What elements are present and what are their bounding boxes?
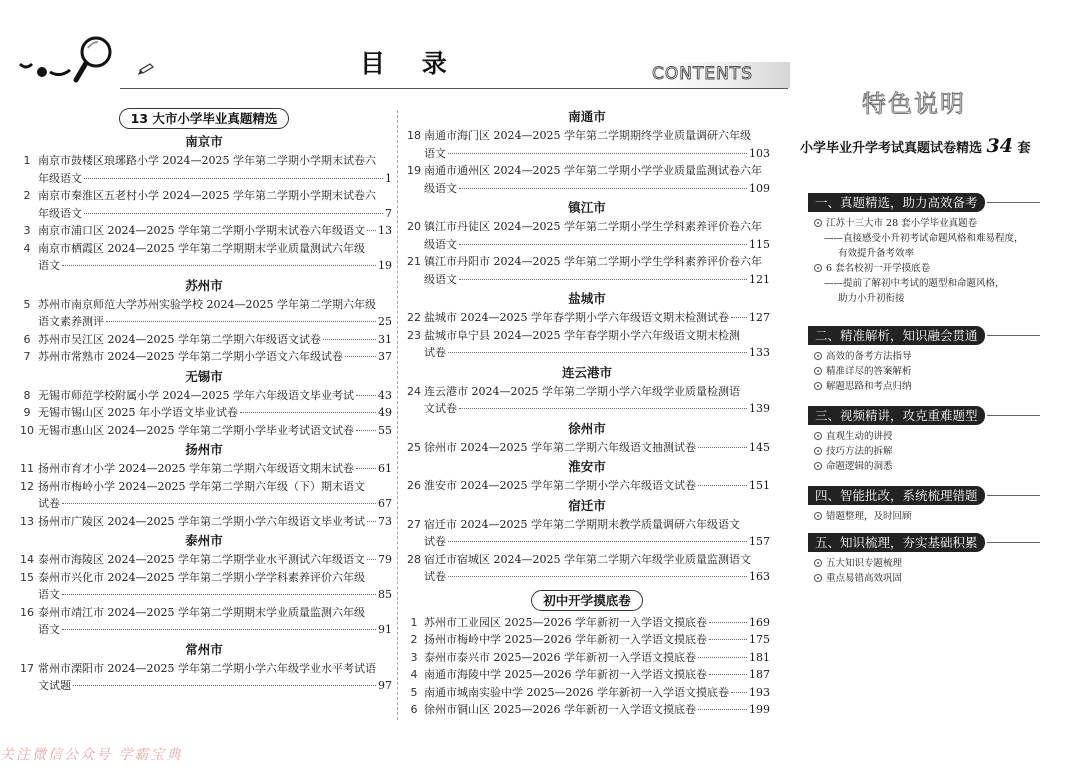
toc-entry[interactable] [16, 404, 392, 422]
dot-leader [698, 485, 747, 486]
entry-title-line: 苏州市南京师范大学苏州实验学校 2024—2025 学年第二学期六年级 [38, 297, 376, 311]
dot-leader [62, 503, 376, 504]
dot-leader [448, 576, 747, 577]
entry-title: 南京市浦口区 2024—2025 学年第二学期小学期末试卷六年级语文 [38, 224, 365, 237]
feature-item: 6 套名校初一开学摸底卷 [808, 261, 1040, 276]
entry-title: 南通市城南实验中学 2025—2026 学年新初一入学语文摸底卷 [424, 685, 729, 699]
city-heading: 连云港市 [561, 364, 612, 380]
toc-entry[interactable] [16, 187, 392, 222]
entry-title: 淮安市 2024—2025 学年第二学期小学六年级语文试卷 [424, 479, 696, 492]
entry-number: 27 [407, 517, 421, 531]
entry-number: 4 [410, 668, 418, 681]
feature-item: 重点易错高效巩固 [808, 571, 1040, 586]
feature-item: 江苏十三大市 28 套小学毕业真题卷 [808, 216, 1040, 231]
page-number: 25 [378, 315, 392, 328]
entry-number: 20 [407, 220, 421, 233]
entry-title-line: 南京市栖霞区 2024—2025 学年第二学期期末学业质量测试六年级 [38, 241, 365, 255]
entry-title-line: 连云港市 2024—2025 学年第二学期小学六年级学业质量检测语 [424, 384, 740, 398]
dot-leader [731, 317, 747, 318]
page-number: 7 [385, 206, 392, 220]
page-number: 73 [378, 514, 392, 528]
page-title: 目 录 [360, 49, 461, 78]
dot-leader [356, 468, 376, 469]
entry-title: 年级语文 [38, 206, 82, 220]
page-number: 43 [378, 388, 392, 402]
page-number: 139 [749, 402, 770, 415]
entry-title: 苏州市吴江区 2024—2025 学年第二学期六年级语文试卷 [38, 332, 321, 346]
page-number: 199 [749, 703, 770, 716]
toc-entry[interactable] [16, 240, 392, 275]
entry-number: 23 [407, 328, 421, 342]
feature-item: 直观生动的讲授 [808, 429, 1040, 444]
dot-leader [62, 594, 376, 595]
entry-number: 10 [20, 423, 34, 437]
entry-title: 级语文 [424, 272, 457, 286]
entry-title: 泰州市海陵区 2024—2025 学年第二学期学业水平测试六年级语文 [38, 553, 365, 566]
bullet-icon [814, 512, 822, 520]
entry-title: 试卷 [38, 497, 60, 510]
entry-title: 扬州市梅岭中学 2025—2026 学年新初一入学语文摸底卷 [424, 633, 707, 646]
entry-title: 语文 [38, 588, 60, 601]
toc-entry[interactable] [16, 478, 392, 513]
entry-number: 3 [410, 650, 418, 664]
page-number: 79 [378, 553, 392, 566]
dot-leader [709, 674, 747, 675]
entry-title-line: 宿迁市宿城区 2024—2025 学年第二学期六年级学业质量监测语文 [424, 552, 751, 566]
page-number: 103 [749, 146, 770, 160]
feature-section [808, 406, 1040, 474]
entry-number: 9 [23, 406, 31, 419]
entry-number: 6 [410, 703, 418, 716]
dot-leader [698, 447, 747, 448]
toc-entry[interactable] [404, 253, 770, 288]
feature-section [808, 326, 1040, 394]
entry-title: 年级语文 [38, 171, 82, 185]
page-number: 55 [378, 423, 392, 437]
entry-number: 2 [410, 633, 418, 646]
entry-title: 语文 [424, 146, 446, 160]
entry-title: 试卷 [424, 346, 446, 359]
feature-note: ——提前了解初中考试的题型和命题风格， [824, 278, 1005, 289]
toc-entry[interactable] [404, 614, 770, 632]
city-heading: 泰州市 [185, 533, 223, 548]
entry-title-line: 泰州市兴化市 2024—2025 学年第二学期小学学科素养评价六年级 [38, 570, 365, 584]
dot-leader [84, 213, 383, 214]
entry-number: 7 [23, 350, 31, 363]
dot-leader [448, 153, 747, 154]
entry-title-line: 镇江市丹徒区 2024—2025 学年第二学期小学生学科素养评价卷六年 [424, 220, 762, 233]
feature-section [808, 486, 1040, 524]
toc-entry[interactable] [16, 296, 392, 331]
dot-leader [459, 244, 747, 245]
toc-entry[interactable] [16, 152, 392, 187]
page-number: 85 [378, 588, 392, 601]
entry-title: 徐州市 2024—2025 学年第二学期六年级语文抽测试卷 [424, 440, 696, 454]
toc-entry[interactable] [16, 460, 392, 478]
entry-title-line: 宿迁市 2024—2025 学年第二学期期末教学质量调研六年级语文 [424, 517, 740, 531]
entry-number: 25 [407, 440, 421, 454]
entry-number: 18 [407, 129, 421, 142]
toc-entry[interactable] [16, 348, 392, 366]
dot-leader [448, 352, 747, 353]
page-number: 127 [749, 311, 770, 324]
feature-item: 五大知识专题梳理 [808, 556, 1040, 571]
entry-number: 5 [410, 685, 418, 699]
city-heading: 淮安市 [568, 459, 606, 474]
entry-title: 南通市海陵中学 2025—2026 学年新初一入学语文摸底卷 [424, 668, 707, 681]
toc-entry[interactable] [16, 422, 392, 440]
city-heading: 徐州市 [568, 420, 606, 436]
feature-heading: 二、精准解析，知识融会贯通 [808, 326, 985, 345]
entry-number: 6 [23, 332, 31, 346]
entry-number: 15 [20, 570, 34, 584]
city-heading: 宿迁市 [568, 497, 606, 513]
dot-leader [84, 178, 383, 179]
toc-entry[interactable] [404, 551, 770, 586]
dot-leader [448, 541, 747, 542]
bullet-icon [814, 382, 822, 390]
city-heading: 苏州市 [185, 277, 223, 293]
toc-entry[interactable] [404, 684, 770, 702]
feature-note: 有效提升备考效率 [838, 248, 915, 259]
feature-heading: 一、真题精选，助力高效备考 [808, 193, 985, 212]
bullet-icon [814, 367, 822, 375]
toc-entry[interactable] [404, 439, 770, 457]
entry-number: 17 [20, 661, 34, 675]
entry-number: 3 [23, 224, 31, 237]
entry-title: 扬州市广陵区 2024—2025 学年第二学期小学六年级语文毕业考试 [38, 514, 365, 528]
dot-leader [459, 279, 747, 280]
entry-number: 8 [23, 388, 31, 402]
dot-leader [345, 356, 376, 357]
entry-title-line: 南通市通州区 2024—2025 学年第二学期小学学业质量监测试卷六年 [424, 164, 762, 177]
page-number: 97 [378, 679, 392, 692]
dot-leader [367, 521, 376, 522]
dot-leader [459, 188, 747, 189]
city-heading: 无锡市 [185, 368, 223, 384]
entry-number: 5 [23, 297, 31, 311]
entry-title: 泰州市泰兴市 2025—2026 学年新初一入学语文摸底卷 [424, 650, 696, 664]
city-heading: 盐城市 [568, 291, 606, 306]
dot-leader [356, 395, 376, 396]
toc-entry[interactable] [16, 660, 392, 695]
dot-leader [709, 622, 747, 623]
bullet-icon [814, 352, 822, 360]
toc-entry[interactable] [404, 162, 770, 197]
feature-heading: 三、视频精讲，攻克重难题型 [808, 406, 985, 425]
toc-entry[interactable] [404, 701, 770, 719]
feature-heading: 五、知识梳理，夯实基础积累 [808, 533, 985, 552]
contents-label: CONTENTS [650, 62, 790, 88]
entry-title: 盐城市 2024—2025 学年春学期小学六年级语文期末检测试卷 [424, 311, 729, 324]
page-number: 181 [749, 650, 770, 664]
section-pill-entrance: 初中开学摸底卷 [531, 590, 643, 611]
entry-number: 14 [20, 553, 34, 566]
column-divider [397, 110, 398, 720]
entry-number: 24 [407, 384, 421, 398]
entry-title: 语文素养测评 [38, 315, 104, 328]
page-number: 1 [385, 171, 392, 185]
entry-number: 21 [407, 255, 421, 268]
entry-title: 无锡市惠山区 2024—2025 学年第二学期小学毕业考试语文试卷 [38, 423, 354, 437]
city-heading: 常州市 [185, 641, 223, 657]
toc-entry[interactable] [404, 127, 770, 162]
toc-entry[interactable] [16, 222, 392, 240]
entry-title: 苏州市常熟市 2024—2025 学年第二学期小学语文六年级试卷 [38, 350, 343, 363]
entry-number: 12 [20, 479, 34, 493]
toc-entry[interactable] [16, 569, 392, 604]
entry-number: 26 [407, 479, 421, 492]
entry-number: 16 [20, 605, 34, 619]
bullet-icon [814, 432, 822, 440]
entry-title-line: 扬州市梅岭小学 2024—2025 学年第二学期六年级（下）期末语文 [38, 479, 365, 493]
feature-section [808, 533, 1040, 586]
dot-leader [73, 685, 376, 686]
entry-title: 无锡市锡山区 2025 年小学语文毕业试卷 [38, 406, 238, 419]
dot-leader [698, 709, 747, 710]
feature-note: ——直接感受小升初考试命题风格和难易程度， [824, 233, 1024, 244]
city-heading: 南通市 [568, 109, 606, 124]
page-number: 169 [749, 615, 770, 629]
feature-item: 解题思路和考点归纳 [808, 379, 1040, 394]
entry-number: 1 [410, 615, 418, 629]
feature-heading: 四、智能批改，系统梳理错题 [808, 486, 985, 505]
toc-entry[interactable] [404, 383, 770, 418]
entry-number: 2 [23, 189, 31, 202]
toc-entry[interactable] [404, 666, 770, 684]
entry-number: 13 [20, 514, 34, 528]
city-heading: 南京市 [185, 134, 223, 149]
entry-title: 苏州市工业园区 2025—2026 学年新初一入学语文摸底卷 [424, 615, 707, 629]
entry-number: 22 [407, 311, 421, 324]
bullet-icon [814, 264, 822, 272]
page-number: 151 [749, 479, 770, 492]
dot-leader [709, 639, 747, 640]
page-number: 115 [749, 237, 770, 251]
page-number: 13 [378, 224, 392, 237]
page-number: 187 [749, 668, 770, 681]
watermark: 关注微信公众号 学霸宝典 [0, 747, 183, 763]
entry-title: 无锡市师范学校附属小学 2024—2025 学年六年级语文毕业考试 [38, 388, 354, 402]
page-number: 193 [749, 685, 770, 699]
entry-title: 语文 [38, 623, 60, 636]
features-title: 特色说明 [862, 90, 966, 118]
bullet-icon [814, 447, 822, 455]
dot-leader [240, 412, 376, 413]
page-number: 157 [749, 535, 770, 548]
entry-title: 扬州市育才小学 2024—2025 学年第二学期六年级语文期末试卷 [38, 462, 354, 475]
dot-leader [106, 321, 376, 322]
toc-entry[interactable] [16, 604, 392, 639]
toc-entry[interactable] [404, 309, 770, 327]
page-number: 109 [749, 181, 770, 195]
entry-title: 试卷 [424, 535, 446, 548]
feature-item: 技巧方法的拆解 [808, 444, 1040, 459]
toc-entry[interactable] [16, 387, 392, 405]
page-number: 91 [378, 623, 392, 636]
dot-leader [367, 230, 376, 231]
header-divider [120, 88, 788, 89]
entry-title-line: 南京市秦淮区五老村小学 2024—2025 学年第二学期小学期末试卷六 [38, 189, 376, 202]
dot-leader [367, 559, 376, 560]
entry-title-line: 南京市鼓楼区琅琊路小学 2024—2025 学年第二学期小学期末试卷六 [38, 154, 376, 167]
toc-entry[interactable] [404, 649, 770, 667]
entry-title-line: 镇江市丹阳市 2024—2025 学年第二学期小学生学科素养评价卷六年 [424, 255, 762, 268]
entry-title-line: 常州市溧阳市 2024—2025 学年第二学期小学六年级学业水平考试语 [38, 661, 376, 675]
dot-leader [731, 692, 747, 693]
toc-entry[interactable] [16, 331, 392, 349]
feature-item: 命题逻辑的洞悉 [808, 459, 1040, 474]
entry-title-line: 泰州市靖江市 2024—2025 学年第二学期期末学业质量监测六年级 [38, 605, 365, 619]
page-number: 61 [378, 462, 392, 475]
dot-leader [356, 430, 376, 431]
entry-title: 文试卷 [424, 402, 457, 415]
page-number: 31 [378, 332, 392, 346]
page-number: 37 [378, 350, 392, 363]
bullet-icon [814, 559, 822, 567]
entry-title-line: 盐城市阜宁县 2024—2025 学年春学期小学六年级语文期末检测 [424, 328, 740, 342]
entry-title: 语文 [38, 259, 60, 272]
toc-entry[interactable] [404, 218, 770, 253]
features-subtitle: 小学毕业升学考试真题试卷精选 34 套 [800, 135, 1031, 157]
bullet-icon [814, 462, 822, 470]
city-heading: 镇江市 [568, 200, 606, 215]
dot-leader [698, 657, 747, 658]
entry-number: 4 [23, 241, 31, 255]
toc-entry[interactable] [404, 477, 770, 495]
entry-title: 徐州市铜山区 2025—2026 学年新初一入学语文摸底卷 [424, 703, 696, 716]
page-number: 133 [749, 346, 770, 359]
entry-title: 级语文 [424, 237, 457, 251]
feature-item: 精准详尽的答案解析 [808, 364, 1040, 379]
page-number: 175 [749, 633, 770, 646]
toc-entry[interactable] [404, 516, 770, 551]
dot-leader [62, 629, 376, 630]
entry-title: 文试题 [38, 679, 71, 692]
entry-number: 1 [23, 154, 31, 167]
page-number: 19 [378, 259, 392, 272]
entry-title: 试卷 [424, 570, 446, 583]
page-number: 121 [749, 272, 770, 286]
city-heading: 扬州市 [185, 442, 223, 457]
toc-entry[interactable] [16, 513, 392, 531]
bullet-icon [814, 574, 822, 582]
feature-item: 错题整理，及时回顾 [808, 509, 1040, 524]
entry-number: 11 [20, 462, 34, 475]
feature-item: 高效的备考方法指导 [808, 349, 1040, 364]
entry-number: 28 [407, 552, 421, 566]
entry-title-line: 南通市海门区 2024—2025 学年第二学期期终学业质量调研六年级 [424, 129, 751, 142]
section-pill-primary: 13 大市小学毕业真题精选 [119, 108, 290, 129]
page-number: 49 [378, 406, 392, 419]
entry-title: 级语文 [424, 181, 457, 195]
bullet-icon [814, 219, 822, 227]
feature-section [808, 193, 1040, 306]
dot-leader [62, 265, 376, 266]
dot-leader [459, 408, 747, 409]
toc-left-column [16, 106, 392, 695]
toc-entry[interactable] [404, 631, 770, 649]
toc-entry[interactable] [404, 327, 770, 362]
page-number: 145 [749, 440, 770, 454]
page-number: 163 [749, 570, 770, 583]
entry-number: 19 [407, 164, 421, 177]
feature-note: 助力小升初衔接 [838, 293, 905, 304]
toc-entry[interactable] [16, 551, 392, 569]
toc-middle-column [404, 106, 770, 719]
smiley-magnifier-decoration [14, 28, 154, 92]
dot-leader [323, 339, 376, 340]
page-number: 67 [378, 497, 392, 510]
